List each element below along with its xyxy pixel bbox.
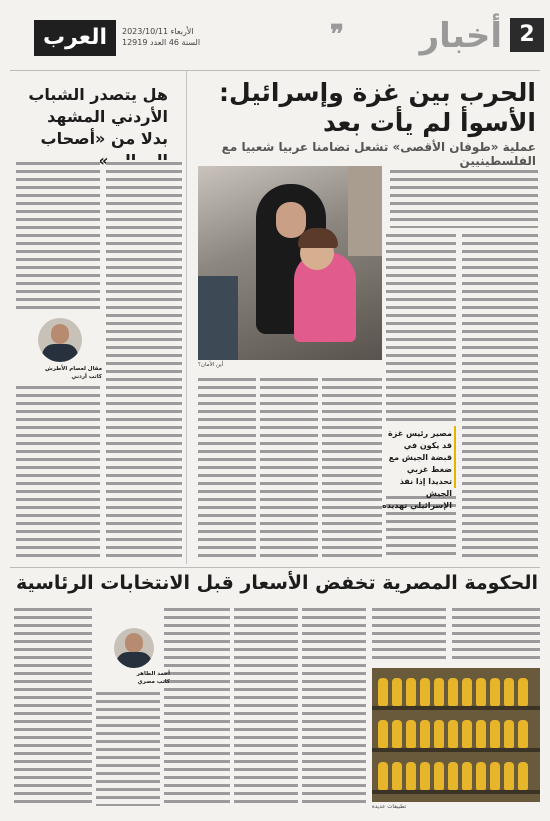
second-column-6 bbox=[96, 690, 160, 806]
newspaper-logo: العرب bbox=[34, 20, 116, 56]
photo-bottle bbox=[378, 720, 388, 748]
second-photo bbox=[372, 668, 540, 802]
feature-author-title: كاتب أردني bbox=[71, 374, 102, 380]
photo-shelf bbox=[372, 790, 540, 794]
photo-background-crowd bbox=[198, 276, 238, 360]
main-subheadline: عملية «طوفان الأقصى» تشعل تضامنا عربيا شعبيا مع الفلسطينيين bbox=[221, 140, 536, 168]
photo-bottle bbox=[490, 762, 500, 790]
issue-line: السنة 46 العدد 12919 bbox=[122, 38, 201, 47]
section-title: أخبار bbox=[419, 16, 502, 56]
photo-bottle bbox=[434, 720, 444, 748]
feature-author-avatar bbox=[38, 318, 82, 362]
second-column-7 bbox=[14, 606, 92, 806]
photo-bottle bbox=[476, 762, 486, 790]
photo-bottle bbox=[392, 678, 402, 706]
feature-column-2 bbox=[16, 160, 100, 310]
main-column-5 bbox=[198, 376, 256, 560]
photo-bottle bbox=[490, 678, 500, 706]
second-column-3 bbox=[302, 606, 366, 806]
avatar-body bbox=[42, 344, 78, 362]
feature-author bbox=[18, 365, 102, 381]
page-number: 2 bbox=[510, 18, 544, 52]
photo-bottle bbox=[392, 720, 402, 748]
photo-bottle bbox=[518, 720, 528, 748]
photo-shelf bbox=[372, 748, 540, 752]
photo-bottle bbox=[448, 678, 458, 706]
issue-meta bbox=[122, 26, 200, 48]
main-column-1 bbox=[462, 232, 538, 560]
photo-bottle bbox=[378, 678, 388, 706]
photo-bottle bbox=[476, 720, 486, 748]
main-column-2 bbox=[386, 232, 456, 422]
photo-bottle bbox=[406, 678, 416, 706]
photo-bottle bbox=[434, 678, 444, 706]
column-divider bbox=[186, 70, 187, 564]
photo-bottle bbox=[476, 678, 486, 706]
pull-quote: مصير رئيس غزة قد يكون في قبضة الجيش مع ضغط غربي تحديدا إذا نفذ الجيش الإسرائيلي تهديده bbox=[382, 429, 452, 510]
main-column-3 bbox=[322, 376, 382, 560]
photo-bottle bbox=[378, 762, 388, 790]
second-author-title: كاتب مصري bbox=[137, 679, 170, 685]
photo-bottle bbox=[504, 678, 514, 706]
main-photo bbox=[198, 166, 382, 360]
second-column-5 bbox=[164, 606, 230, 806]
header-divider bbox=[10, 70, 540, 71]
feature-author-name: مقال لعصام الأطرش bbox=[45, 366, 102, 372]
article-divider bbox=[10, 567, 540, 568]
page-header bbox=[0, 0, 550, 62]
main-headline-line1: الحرب بين غزة وإسرائيل: bbox=[219, 78, 536, 107]
avatar-head bbox=[125, 633, 143, 653]
second-column-2 bbox=[372, 606, 446, 664]
photo-bottle bbox=[448, 762, 458, 790]
second-column-1 bbox=[452, 606, 540, 664]
photo-bottle bbox=[420, 720, 430, 748]
photo-bottle bbox=[462, 720, 472, 748]
photo-bottle bbox=[448, 720, 458, 748]
main-headline bbox=[196, 78, 536, 138]
feature-headline: هل يتصدر الشباب الأردني المشهد بدلا من «أصحاب bbox=[28, 85, 168, 148]
photo-child-hair bbox=[298, 228, 338, 248]
second-column-4 bbox=[234, 606, 298, 806]
photo-bottle bbox=[490, 720, 500, 748]
photo-bottle bbox=[406, 762, 416, 790]
second-author bbox=[98, 670, 170, 686]
photo-bottle bbox=[504, 720, 514, 748]
photo-bottle bbox=[504, 762, 514, 790]
photo-bottle bbox=[462, 678, 472, 706]
photo-bottle bbox=[462, 762, 472, 790]
second-author-name: أحمد الطاهر bbox=[136, 671, 170, 677]
quote-mark-icon: ❞ bbox=[330, 20, 344, 50]
date-line: الأربعاء 2023/10/11 bbox=[122, 27, 194, 36]
feature-column-3 bbox=[16, 384, 100, 560]
photo-bottle bbox=[434, 762, 444, 790]
avatar-body bbox=[116, 652, 152, 668]
photo-bottle bbox=[420, 762, 430, 790]
avatar-head bbox=[51, 324, 69, 344]
photo-bottle bbox=[518, 762, 528, 790]
photo-bottle bbox=[518, 678, 528, 706]
pull-quote-bar bbox=[454, 426, 456, 488]
photo-shelf bbox=[372, 706, 540, 710]
photo-background-building bbox=[348, 166, 382, 256]
second-headline: الحكومة المصرية تخفض الأسعار قبل الانتخابات الرئاسية bbox=[15, 572, 538, 594]
main-column-4 bbox=[260, 376, 318, 560]
main-column-intro bbox=[390, 168, 538, 228]
photo-bottle bbox=[406, 720, 416, 748]
photo-bottle bbox=[392, 762, 402, 790]
photo-bottle bbox=[420, 678, 430, 706]
feature-column-1 bbox=[106, 160, 182, 560]
main-photo-caption: أين الأمان؟ bbox=[198, 362, 224, 368]
second-photo-caption: تطبيقات عديدة bbox=[372, 804, 407, 810]
second-author-avatar bbox=[114, 628, 154, 668]
main-headline-line2: الأسوأ لم يأت بعد bbox=[323, 108, 536, 137]
